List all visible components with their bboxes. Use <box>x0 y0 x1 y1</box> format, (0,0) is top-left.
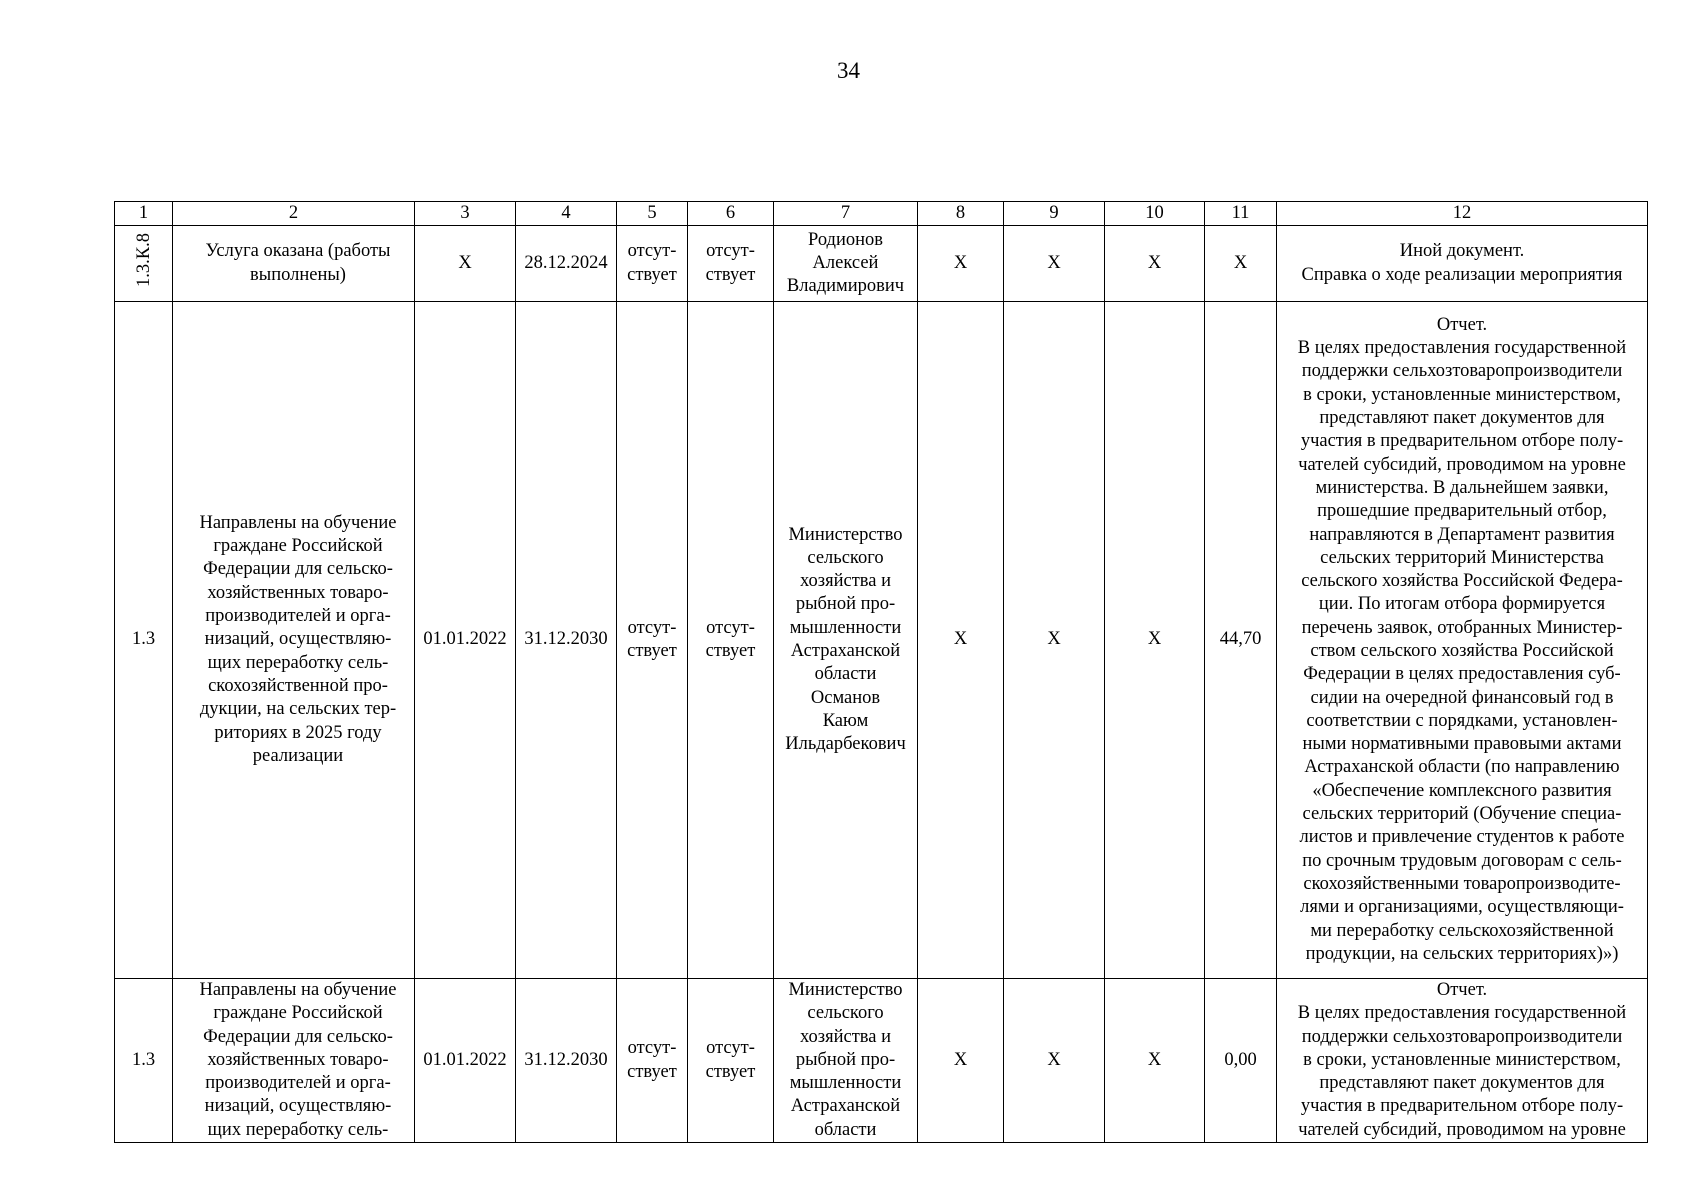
cell-col8: X <box>918 979 1004 1143</box>
start-date-cell: 01.01.2022 <box>415 302 516 979</box>
header-cell: 8 <box>918 202 1004 226</box>
cell-col5: отсут- ствует <box>617 226 688 302</box>
table-row <box>115 302 1648 979</box>
cell-col10: X <box>1105 226 1205 302</box>
header-cell: 12 <box>1277 202 1648 226</box>
cell-col10: X <box>1105 302 1205 979</box>
start-date-cell: X <box>415 226 516 302</box>
table-row <box>115 226 1648 302</box>
cell-col6: отсут- ствует <box>688 302 774 979</box>
main-table <box>114 201 1648 1143</box>
end-date-cell: 31.12.2030 <box>516 979 617 1143</box>
table-header-row <box>115 202 1648 226</box>
header-cell: 3 <box>415 202 516 226</box>
cell-col9: X <box>1004 302 1105 979</box>
document-cell: Иной документ. Справка о ходе реализации мероприятия <box>1277 226 1648 302</box>
header-cell: 9 <box>1004 202 1105 226</box>
cell-col10: X <box>1105 979 1205 1143</box>
document-cell: Отчет. В целях предоставления государственной поддержки сельхозтоваропроизводители в сроки, установленные министерством, представляют пакет документов для участия в предварительном отборе полу- чателей субсидий, проводимом на уровне министерства. В дальнейшем заявки, прошедшие предварительный отбор, направляются в Департамент развития сельских территорий Министерства сельского хозяйства Российской Федера- ции. По итогам отбора формируется перечень заявок, отобранных Министер- ством сельского хозяйства Российской Федерации в целях предоставления суб- сидии на очередной финансовый год в соответствии с порядками, установлен- ными нормативными правовыми актами Астраханской области (по направлению «Обеспечение комплексного развития сельских территорий (Обучение специа- листов и привлечение студентов к работе по срочным трудовым договорам с сель- скохозяйственными товаропроизводите- лями и организациями, осуществляющи- ми переработку сельскохозяйственной продукции, на сельских территориях)») <box>1277 302 1648 979</box>
result-name-cell: Направлены на обучение граждане Российской Федерации для сельско- хозяйственных товаро- производителей и орга- низаций, осуществляю- щих переработку сель- скохозяйственной про- дукции, на сельских тер- риториях в 2025 году реализации <box>173 302 415 979</box>
header-cell: 6 <box>688 202 774 226</box>
responsible-cell: Родионов Алексей Владимирович <box>774 226 918 302</box>
document-cell: Отчет. В целях предоставления государственной поддержки сельхозтоваропроизводители в сроки, установленные министерством, представляют пакет документов для участия в предварительном отборе полу- чателей субсидий, проводимом на уровне <box>1277 979 1648 1143</box>
cell-col6: отсут- ствует <box>688 979 774 1143</box>
result-name-cell: Услуга оказана (работы выполнены) <box>173 226 415 302</box>
result-name-cell: Направлены на обучение граждане Российской Федерации для сельско- хозяйственных товаро- производителей и орга- низаций, осуществляю- щих переработку сель- <box>173 979 415 1143</box>
cell-col8: X <box>918 302 1004 979</box>
cell-col11: 44,70 <box>1205 302 1277 979</box>
header-cell: 4 <box>516 202 617 226</box>
cell-col5: отсут- ствует <box>617 979 688 1143</box>
end-date-cell: 28.12.2024 <box>516 226 617 302</box>
row-code-cell: 1.3 <box>115 979 173 1143</box>
start-date-cell: 01.01.2022 <box>415 979 516 1143</box>
cell-col11: 0,00 <box>1205 979 1277 1143</box>
page-number: 34 <box>837 58 860 83</box>
responsible-cell: Министерство сельского хозяйства и рыбной про- мышленности Астраханской области <box>774 979 918 1143</box>
cell-col8: X <box>918 226 1004 302</box>
header-cell: 11 <box>1205 202 1277 226</box>
row-code-cell <box>115 226 173 302</box>
row-code-cell: 1.3 <box>115 302 173 979</box>
header-cell: 5 <box>617 202 688 226</box>
cell-col11: X <box>1205 226 1277 302</box>
cell-col9: X <box>1004 226 1105 302</box>
header-cell: 10 <box>1105 202 1205 226</box>
header-cell: 2 <box>173 202 415 226</box>
table-row <box>115 979 1648 1143</box>
cell-col6: отсут- ствует <box>688 226 774 302</box>
end-date-cell: 31.12.2030 <box>516 302 617 979</box>
responsible-cell: Министерство сельского хозяйства и рыбной про- мышленности Астраханской области Османов Каюм Ильдарбекович <box>774 302 918 979</box>
cell-col9: X <box>1004 979 1105 1143</box>
row-code-vertical: 1.3.К.8 <box>133 232 154 287</box>
header-cell: 7 <box>774 202 918 226</box>
cell-col5: отсут- ствует <box>617 302 688 979</box>
header-cell: 1 <box>115 202 173 226</box>
